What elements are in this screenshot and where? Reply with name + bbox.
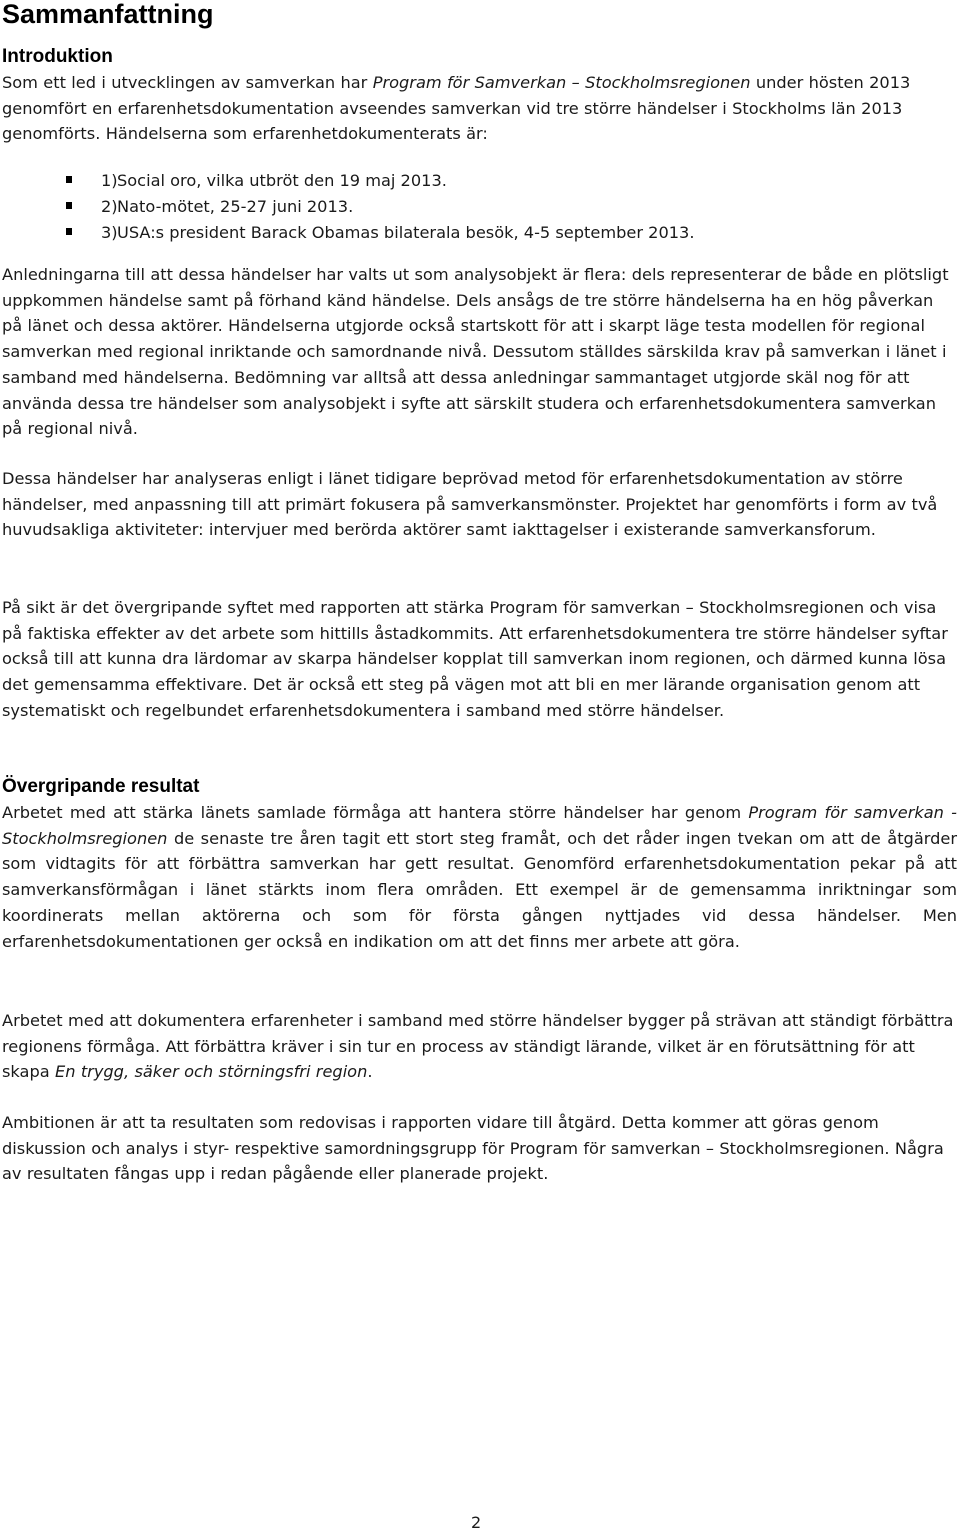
- program-name-italic: Program för Samverkan – Stockholmsregionen: [372, 73, 751, 92]
- square-bullet-icon: [66, 176, 72, 183]
- list-item-text: Social oro, vilka utbröt den 19 maj 2013.: [117, 171, 447, 190]
- results-heading: Övergripande resultat: [2, 776, 200, 797]
- text-run: de senaste tre åren tagit ett stort steg framåt, och det råder ingen tvekan om att de åtgärder som vidtagits för att förbättra samverkan har gett resultat. Genomförd erfarenhetsdokumentation pekar på att samverkansförmågan i länet stärkts inom flera områden. Ett exempel är de gemensamma inriktningar som koordinerats mellan aktörerna och som för första gången nyttjades vid dessa händelser. Men erfarenhetsdokumentationen ger också en indikation om att det finns mer arbete att göra.: [2, 828, 957, 951]
- results-paragraph-2-block: [2, 1008, 957, 1085]
- square-bullet-icon: [66, 202, 72, 209]
- results-section: [2, 774, 957, 954]
- page-number: 2: [471, 1513, 482, 1532]
- event-list: [0, 168, 900, 246]
- intro-section: [2, 44, 957, 147]
- list-item-number: 3): [101, 223, 118, 242]
- results-paragraph-3-block: [2, 1110, 957, 1187]
- results-paragraph-3: Ambitionen är att ta resultaten som redovisas i rapporten vidare till åtgärd. Detta kommer att göras genom diskussion och analys i styr- respektive samordningsgrupp för Program för samverkan – Stockholmsregionen. Några av resultaten fångas upp i redan pågående eller planerade projekt.: [2, 1113, 944, 1184]
- square-bullet-icon: [66, 228, 72, 235]
- list-item: [0, 194, 900, 220]
- intro-heading: Introduktion: [2, 46, 113, 67]
- text-run: Arbetet med att dokumentera erfarenheter i samband med större händelser bygger på strävan att ständigt förbättra regionens förmåga. Att förbättra kräver i sin tur en process av ständigt lärande, vilket är en förutsättning för att skapa: [2, 1011, 954, 1082]
- list-item-number: 1): [101, 171, 118, 190]
- intro-paragraph-2-block: [2, 262, 957, 442]
- text-run: under hösten 2013 genomfört en erfarenhetsdokumentation avseendes samverkan vid tre större händelser i Stockholms län 2013 genomförts. Händelserna som erfarenhetdokumenterats är:: [2, 73, 911, 144]
- intro-paragraph-3-block: [2, 466, 957, 543]
- intro-paragraph-2: Anledningarna till att dessa händelser har valts ut som analysobjekt är flera: dels representerar de både en plötsligt uppkommen händelse samt på förhand känd händelse. Dels ansågs de tre större händelserna ha en hög påverkan på länet och dessa aktörer. Händelserna utgjorde också startskott för att i skarpt läge testa modellen för regional samverkan med regional inriktande och samordnande nivå. Dessutom ställdes särskilda krav på samverkan i länet i samband med händelserna. Bedömning var alltså att dessa anledningar sammantaget utgjorde skäl nog för att använda dessa tre händelser som analysobjekt i syfte att särskilt studera och erfarenhetsdokumentera samverkan på regional nivå.: [2, 265, 949, 439]
- list-item-number: 2): [101, 197, 118, 216]
- results-paragraph-2: [2, 1008, 957, 1085]
- intro-paragraph-1: [2, 70, 957, 147]
- list-item: [0, 220, 900, 246]
- program-name-italic: Program för samverkan - Stockholmsregionen: [2, 803, 957, 848]
- list-item-text: Nato-mötet, 25-27 juni 2013.: [117, 197, 354, 216]
- vision-italic: En trygg, säker och störningsfri region: [54, 1062, 368, 1082]
- text-run: Som ett led i utvecklingen av samverkan har: [2, 73, 373, 92]
- results-paragraph-1: [2, 800, 957, 954]
- intro-paragraph-3: Dessa händelser har analyseras enligt i länet tidigare beprövad metod för erfarenhetsdokumentation av större händelser, med anpassning till att primärt fokusera på samverkansmönster. Projektet har genomförts i form av två huvudsakliga aktiviteter: intervjuer med berörda aktörer samt iakttagelser i existerande samverkansforum.: [2, 469, 938, 540]
- intro-paragraph-4-block: [2, 595, 957, 724]
- page-title: Sammanfattning: [2, 0, 214, 29]
- list-item: [0, 168, 900, 194]
- list-item-text: USA:s president Barack Obamas bilaterala besök, 4-5 september 2013.: [117, 223, 695, 242]
- text-run: .: [367, 1062, 373, 1082]
- text-run: Arbetet med att stärka länets samlade förmåga att hantera större händelser har genom: [2, 803, 749, 822]
- intro-paragraph-4: På sikt är det övergripande syftet med rapporten att stärka Program för samverkan – Stockholmsregionen och visa på faktiska effekter av det arbete som hittills åstadkommits. Att erfarenhetsdokumentera tre större händelser syftar också till att kunna dra lärdomar av skarpa händelser kopplat till samverkan inom regionen, och därmed kunna lösa det gemensamma effektivare. Det är också ett steg på vägen mot att bli en mer lärande organisation genom att systematiskt och regelbundet erfarenhetsdokumentera i samband med större händelser.: [2, 598, 948, 720]
